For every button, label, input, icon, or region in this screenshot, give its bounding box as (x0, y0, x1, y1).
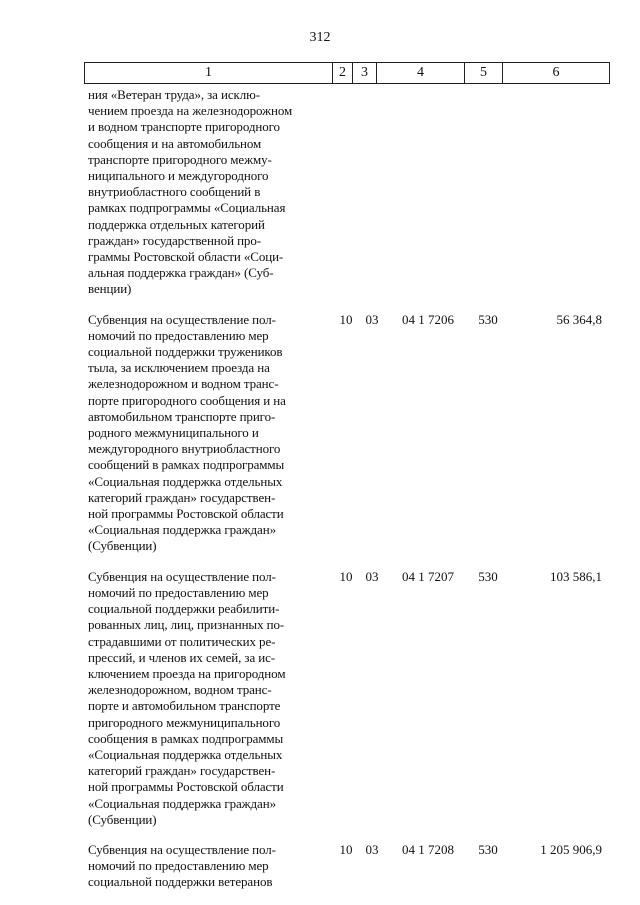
table-body (88, 87, 608, 905)
column-header-2: 2 (333, 63, 353, 84)
row-expense-type: 530 (478, 311, 498, 327)
row-target-article: 04 1 7206 (402, 311, 454, 327)
row-target-article: 04 1 7207 (402, 568, 454, 584)
table-row (88, 569, 608, 828)
column-header-1: 1 (85, 63, 333, 84)
column-header-4: 4 (377, 63, 465, 84)
row-expense-type: 530 (478, 841, 498, 857)
row-description: Субвенция на осуществление пол- номочий по предоставлению мер социальной поддержки реабилити- рованных лиц, лиц, признанных по- страдавшими от политических ре- прессий, и членов их семей, за ис- ключением проезда на пригородном железнодорожном, водном транс- порте и автомобильном транспорте пригородного межмуниципального сообщения в рамках подпрограммы «Социальная поддержка отдельных категорий граждан» государствен- ной программы Ростовской области «Социальная поддержка граждан» (Субвенции) (88, 568, 286, 827)
column-header-row (84, 62, 610, 84)
row-amount: 56 364,8 (556, 311, 602, 327)
page-number: 312 (309, 30, 331, 45)
row-section-code: 10 (339, 568, 353, 584)
row-subsection-code: 03 (365, 568, 379, 584)
column-header-5: 5 (465, 63, 503, 84)
row-expense-type: 530 (478, 568, 498, 584)
row-section-code: 10 (339, 841, 353, 857)
row-description: Субвенция на осуществление пол- номочий по предоставлению мер социальной поддержки ветеранов (88, 841, 276, 890)
row-section-code: 10 (339, 311, 353, 327)
table-row (88, 312, 608, 555)
row-subsection-code: 03 (365, 311, 379, 327)
row-subsection-code: 03 (365, 841, 379, 857)
row-description: Субвенция на осуществление пол- номочий по предоставлению мер социальной поддержки тружеников тыла, за исключением проезда на железнодорожном и водном транс- порте пригородного сообщения и на автомобильном транспорте приго- родного межмуниципального и междугородного внутриобластного сообщений в рамках подпрограммы «Социальная поддержка отдельных категорий граждан» государствен- ной программы Ростовской области «Социальная поддержка граждан» (Субвенции) (88, 311, 286, 554)
table-row (88, 842, 608, 891)
row-amount: 103 586,1 (550, 568, 602, 584)
column-header-6: 6 (503, 63, 610, 84)
table-row (88, 87, 608, 298)
row-description: ния «Ветеран труда», за исклю- чением проезда на железнодорожном и водном транспорте пригородного сообщения и на автомобильном транспорте пригородного межму- ниципального и междугородного внутриобластного сообщений в рамках подпрограммы «Социальная поддержка отдельных категорий граждан» государственной про- граммы Ростовской области «Соци- альная поддержка граждан» (Суб- венции) (88, 87, 293, 297)
row-target-article: 04 1 7208 (402, 841, 454, 857)
row-amount: 1 205 906,9 (540, 841, 602, 857)
column-header-3: 3 (353, 63, 377, 84)
